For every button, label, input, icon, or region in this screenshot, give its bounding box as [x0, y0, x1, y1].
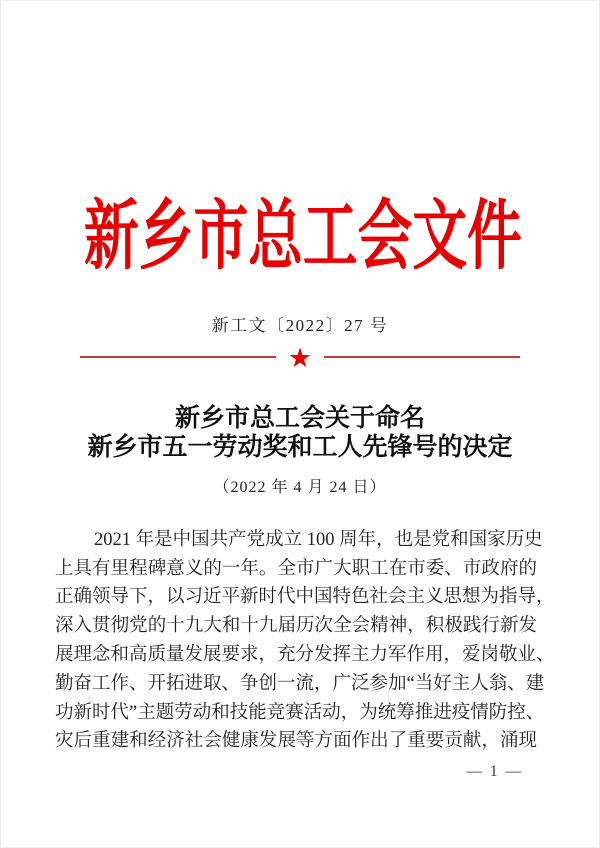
document-title-line1: 新乡市总工会关于命名 — [174, 404, 425, 432]
body-line: 正确领导下，以习近平新时代中国特色社会主义思想为指导， — [55, 587, 555, 608]
body-paragraph — [55, 526, 555, 756]
document-title — [0, 404, 600, 497]
divider-line-left — [80, 356, 276, 358]
document-title-line2: 新乡市五一劳动奖和工人先锋号的决定 — [87, 434, 513, 462]
document-number: 新工文〔2022〕27 号 — [211, 315, 389, 335]
body-line: 2021 年是中国共产党成立 100 周年，也是党和国家历史 — [94, 529, 543, 550]
body-line: 功新时代”主题劳动和技能竞赛活动，为统筹推进疫情防控、 — [55, 702, 545, 723]
document-date: （2022 年 4 月 24 日） — [213, 478, 387, 496]
star-icon: ★ — [287, 342, 313, 373]
divider-line-right — [324, 356, 520, 358]
page-number: — 1 — — [466, 763, 523, 781]
org-title: 新乡市总工会文件 — [83, 195, 522, 279]
body-line: 上具有里程碑意义的一年。全市广大职工在市委、市政府的 — [55, 558, 537, 579]
body-line: 深入贯彻党的十九大和十九届历次全会精神，积极践行新发 — [55, 616, 537, 637]
body-line: 展理念和高质量发展要求，充分发挥主力军作用，爱岗敬业、 — [55, 645, 555, 666]
red-divider — [80, 344, 520, 371]
body-line: 勤奋工作、开拓进取、争创一流，广泛参加“当好主人翁、建 — [55, 673, 545, 694]
body-line: 灾后重建和经济社会健康发展等方面作出了重要贡献，涌现 — [55, 731, 537, 752]
